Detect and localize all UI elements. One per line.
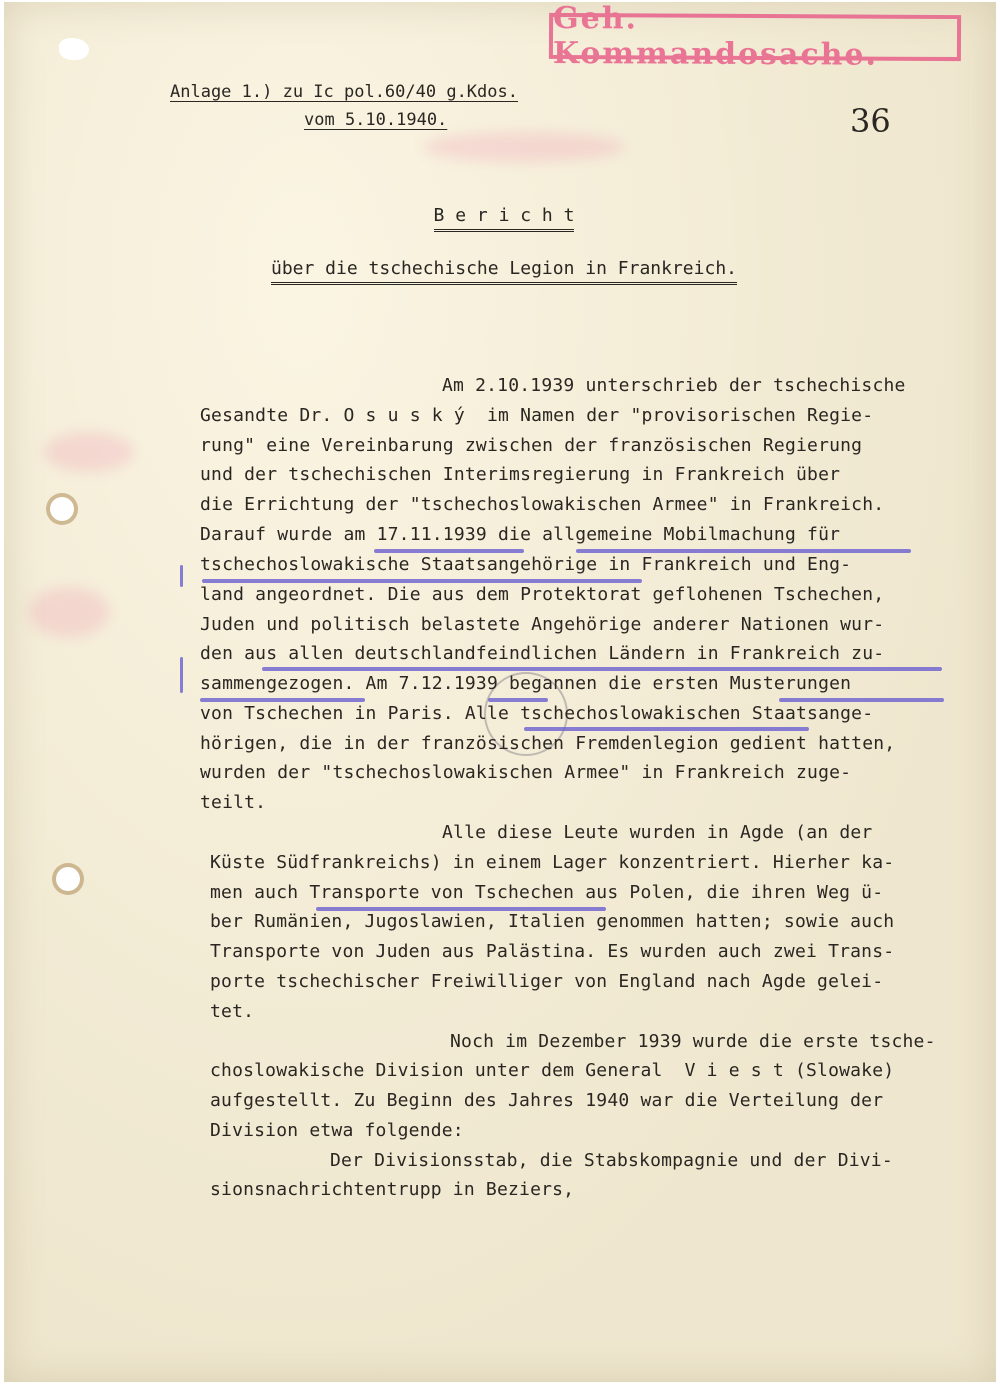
paper-tear [59, 38, 89, 60]
text-line: Juden und politisch belastete Angehörige anderer Nationen wur- [200, 614, 885, 635]
text-line: von Tschechen in Paris. Alle tschechoslowakischen Staatsange- [200, 703, 874, 724]
text-line: sionsnachrichtentrupp in Beziers, [210, 1179, 575, 1200]
text-line: Küste Südfrankreichs) in einem Lager konzentriert. Hierher ka- [210, 852, 895, 873]
text-line: Transporte von Juden aus Palästina. Es wurden auch zwei Trans- [210, 941, 895, 962]
text-line: den aus allen deutschlandfeindlichen Ländern in Frankreich zu- [200, 643, 885, 664]
text-line: Gesandte Dr. O s u s k ý im Namen der "provisorischen Regie- [200, 405, 874, 426]
highlight [202, 579, 642, 583]
highlight [576, 549, 911, 553]
text-line: die Errichtung der "tschechoslowakischen Armee" in Frankreich. [200, 494, 885, 515]
text-line: tet. [210, 1001, 255, 1022]
text-line: porte tschechischer Freiwilliger von England nach Agde gelei- [210, 971, 884, 992]
stain [29, 587, 109, 637]
stain [44, 432, 134, 472]
punch-hole [50, 497, 74, 521]
text-line: teilt. [200, 792, 267, 813]
highlight [488, 698, 548, 702]
highlight [200, 698, 365, 702]
text-line: Noch im Dezember 1939 wurde die erste tsche- [450, 1031, 936, 1052]
text-line: Darauf wurde am 17.11.1939 die allgemeine Mobilmachung für [200, 524, 841, 545]
margin-mark [180, 565, 183, 587]
text-line: wurden der "tschechoslowakischen Armee" in Frankreich zuge- [200, 762, 852, 783]
text-line: sammengezogen. Am 7.12.1939 begannen die ersten Musterungen [200, 673, 852, 694]
reference-line: Anlage 1.) zu Ic pol.60/40 g.Kdos. [170, 82, 518, 102]
page-number: 36 [850, 102, 891, 140]
highlight [374, 549, 524, 553]
highlight [262, 667, 942, 671]
text-line: hörigen, die in der französischen Fremdenlegion gedient hatten, [200, 733, 896, 754]
text-line: men auch Transporte von Tschechen aus Polen, die ihren Weg ü- [210, 882, 884, 903]
text-line: rung" eine Vereinbarung zwischen der französischen Regierung [200, 435, 863, 456]
document-subtitle: über die tschechische Legion in Frankreich. [4, 258, 1000, 279]
text-line: Der Divisionsstab, die Stabskompagnie und der Divi- [330, 1150, 893, 1171]
margin-mark [180, 657, 183, 693]
text-line: aufgestellt. Zu Beginn des Jahres 1940 war die Verteilung der [210, 1090, 884, 1111]
document-title: B e r i c h t [4, 205, 1000, 226]
text-line: land angeordnet. Die aus dem Protektorat geflohenen Tschechen, [200, 584, 885, 605]
text-line: Am 2.10.1939 unterschrieb der tschechische [442, 375, 906, 396]
text-line: choslowakische Division unter dem General V i e s t (Slowake) [210, 1060, 895, 1081]
classification-stamp: Geh. Kommandosache. [549, 13, 961, 61]
punch-hole [56, 867, 80, 891]
text-line: Division etwa folgende: [210, 1120, 464, 1141]
text-line: tschechoslowakische Staatsangehörige in Frankreich und Eng- [200, 554, 852, 575]
stain [424, 132, 624, 162]
document-page [4, 2, 996, 1382]
text-line: ber Rumänien, Jugoslawien, Italien genommen hatten; sowie auch [210, 911, 895, 932]
text-line: und der tschechischen Interimsregierung in Frankreich über [200, 464, 841, 485]
reference-date: vom 5.10.1940. [304, 110, 448, 130]
text-line: Alle diese Leute wurden in Agde (an der [442, 822, 873, 843]
highlight [524, 727, 809, 731]
highlight [779, 698, 944, 702]
